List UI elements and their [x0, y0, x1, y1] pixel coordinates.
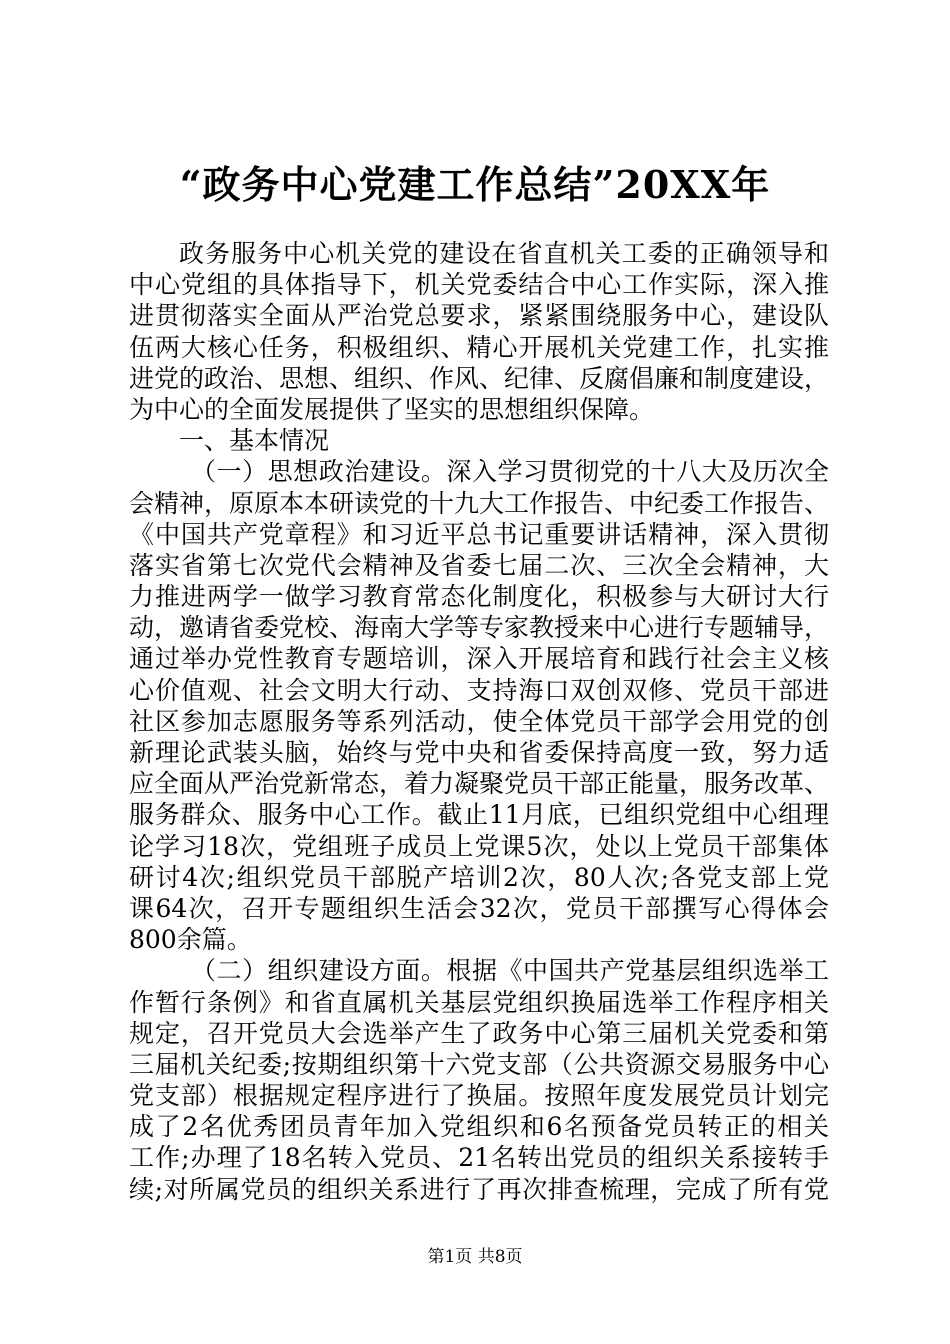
paragraph-line: 成了2名优秀团员青年加入党组织和6名预备党员转正的相关 [129, 1112, 829, 1142]
paragraph-line: 研讨4次;组织党员干部脱产培训2次，80人次;各党支部上党 [129, 862, 829, 892]
paragraph-line: 力推进两学一做学习教育常态化制度化，积极参与大研讨大行 [129, 582, 829, 612]
document-title: “政务中心党建工作总结”20XX年 [179, 162, 771, 207]
document-body [129, 238, 829, 1205]
paragraph-line: 伍两大核心任务，积极组织、精心开展机关党建工作，扎实推 [129, 332, 829, 362]
paragraph [129, 955, 829, 1205]
paragraph-line: （一）思想政治建设。深入学习贯彻党的十八大及历次全 [191, 457, 829, 487]
paragraph-line: 续;对所属党员的组织关系进行了再次排查梳理，完成了所有党 [129, 1174, 829, 1204]
paragraph-line: 新理论武装头脑，始终与党中央和省委保持高度一致，努力适 [129, 738, 829, 767]
page-footer: 第1页 共8页 [427, 1247, 523, 1267]
paragraph-line: 社区参加志愿服务等系列活动，使全体党员干部学会用党的创 [129, 706, 829, 736]
paragraph-line: 《中国共产党章程》和习近平总书记重要讲话精神，深入贯彻 [129, 519, 829, 549]
paragraph [129, 425, 829, 456]
paragraph-line: 落实省第七次党代会精神及省委七届二次、三次全会精神，大 [129, 550, 829, 580]
paragraph-line: 应全面从严治党新常态，着力凝聚党员干部正能量，服务改革、 [129, 769, 829, 799]
paragraph-line: 800余篇。 [129, 925, 252, 955]
paragraph [129, 238, 829, 425]
paragraph-line: 进贯彻落实全面从严治党总要求，紧紧围绕服务中心，建设队 [129, 301, 829, 331]
paragraph-line: 进党的政治、思想、组织、作风、纪律、反腐倡廉和制度建设， [129, 363, 829, 393]
paragraph-line: 党支部）根据规定程序进行了换届。按照年度发展党员计划完 [129, 1081, 829, 1111]
paragraph-line: 课64次，召开专题组织生活会32次，党员干部撰写心得体会 [129, 893, 829, 923]
paragraph-line: 为中心的全面发展提供了坚实的思想组织保障。 [129, 394, 655, 424]
paragraph [129, 456, 829, 955]
paragraph-line: 动，邀请省委党校、海南大学等专家教授来中心进行专题辅导， [129, 613, 829, 643]
paragraph-line: 通过举办党性教育专题培训，深入开展培育和践行社会主义核 [129, 644, 829, 674]
paragraph-line: 心价值观、社会文明大行动、支持海口双创双修、党员干部进 [129, 675, 829, 705]
paragraph-line: 政务服务中心机关党的建设在省直机关工委的正确领导和 [179, 239, 829, 268]
paragraph-line: 一、基本情况 [179, 426, 330, 456]
paragraph-line: 中心党组的具体指导下，机关党委结合中心工作实际，深入推 [129, 270, 829, 300]
paragraph-line: 规定，召开党员大会选举产生了政务中心第三届机关党委和第 [129, 1018, 829, 1048]
paragraph-line: （二）组织建设方面。根据《中国共产党基层组织选举工 [191, 956, 829, 986]
paragraph-line: 作暂行条例》和省直属机关基层党组织换届选举工作程序相关 [129, 987, 829, 1017]
paragraph-line: 三届机关纪委;按期组织第十六党支部（公共资源交易服务中心 [129, 1049, 829, 1079]
paragraph-line: 会精神，原原本本研读党的十九大工作报告、中纪委工作报告、 [129, 488, 829, 518]
paragraph-line: 服务群众、服务中心工作。截止11月底，已组织党组中心组理 [129, 800, 829, 830]
paragraph-line: 工作;办理了18名转入党员、21名转出党员的组织关系接转手 [129, 1143, 829, 1173]
paragraph-line: 论学习18次，党组班子成员上党课5次，处以上党员干部集体 [129, 831, 829, 861]
